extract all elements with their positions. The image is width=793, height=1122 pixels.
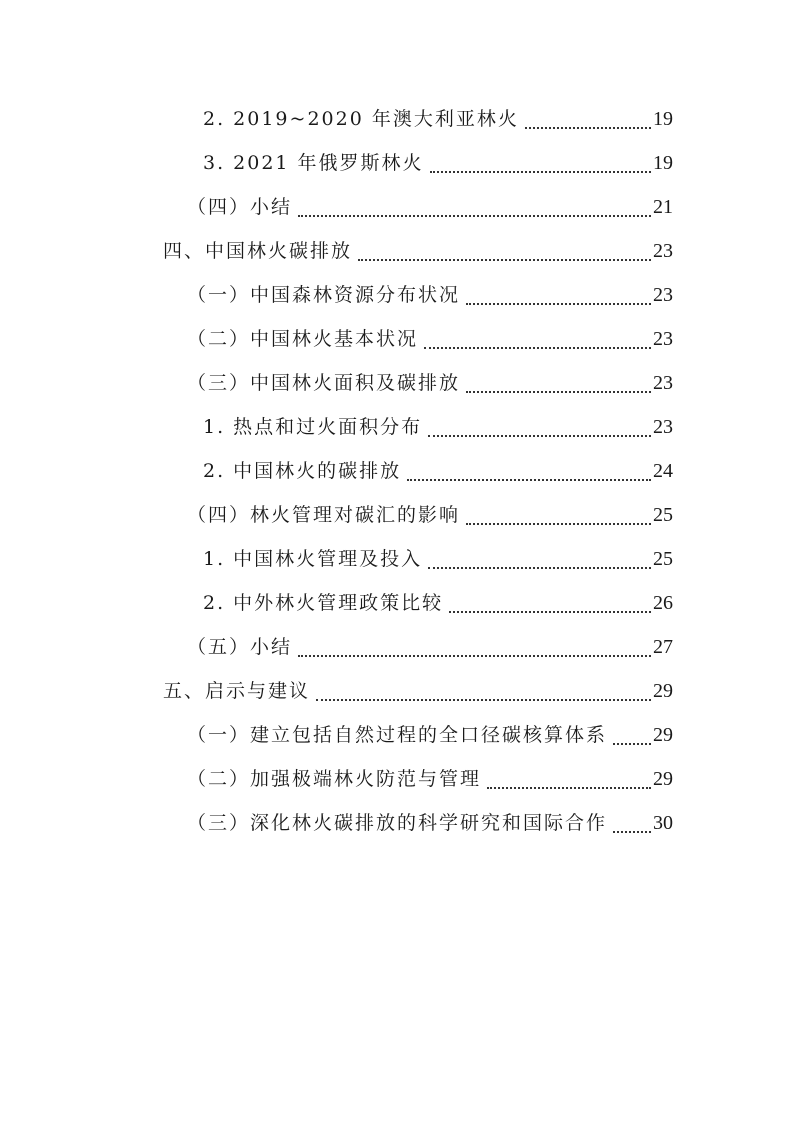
toc-entry[interactable] <box>203 405 673 449</box>
toc-entry[interactable] <box>187 493 673 537</box>
toc-entry-title: （一）中国森林资源分布状况 <box>187 283 461 306</box>
toc-entry-title: 1. 中国林火管理及投入 <box>203 547 423 570</box>
toc-leader-dots <box>428 548 651 569</box>
toc-leader-dots <box>466 372 651 393</box>
toc-entry[interactable] <box>187 625 673 669</box>
toc-leader-dots <box>613 812 651 833</box>
toc-entry-page: 23 <box>653 240 673 262</box>
toc-entry[interactable] <box>203 141 673 185</box>
toc-leader-dots <box>298 196 651 217</box>
toc-entry[interactable] <box>187 757 673 801</box>
toc-entry-page: 19 <box>653 152 673 174</box>
toc-entry-title: 2. 中国林火的碳排放 <box>203 459 402 482</box>
toc-entry-page: 23 <box>653 372 673 394</box>
toc-leader-dots <box>316 680 651 701</box>
toc-entry[interactable] <box>163 229 673 273</box>
toc-entry-title: （五）小结 <box>187 635 293 658</box>
toc-entry-page: 25 <box>653 548 673 570</box>
toc-leader-dots <box>298 636 651 657</box>
toc-leader-dots <box>487 768 651 789</box>
toc-entry-title: （三）中国林火面积及碳排放 <box>187 371 461 394</box>
toc-entry-page: 29 <box>653 724 673 746</box>
toc-entry-page: 23 <box>653 416 673 438</box>
toc-leader-dots <box>407 460 651 481</box>
toc-entry-title: 四、中国林火碳排放 <box>163 239 353 262</box>
toc-entry[interactable] <box>203 581 673 625</box>
toc-leader-dots <box>428 416 651 437</box>
toc-leader-dots <box>430 152 651 173</box>
toc-entry-page: 19 <box>653 108 673 130</box>
toc-entry[interactable] <box>187 273 673 317</box>
toc-leader-dots <box>613 724 651 745</box>
toc-entry-page: 23 <box>653 328 673 350</box>
toc-leader-dots <box>358 240 651 261</box>
toc-entry-page: 24 <box>653 460 673 482</box>
toc-entry-title: （一）建立包括自然过程的全口径碳核算体系 <box>187 723 608 746</box>
toc-entry[interactable] <box>187 713 673 757</box>
toc-entry[interactable] <box>163 669 673 713</box>
toc-entry-title: （二）中国林火基本状况 <box>187 327 419 350</box>
toc-entry-title: 1. 热点和过火面积分布 <box>203 415 423 438</box>
toc-entry-title: 2. 2019~2020 年澳大利亚林火 <box>203 107 519 130</box>
toc-entry[interactable] <box>187 801 673 845</box>
toc-leader-dots <box>466 504 651 525</box>
toc-entry-title: 五、启示与建议 <box>163 679 311 702</box>
toc-entry-page: 29 <box>653 768 673 790</box>
toc-entry-page: 21 <box>653 196 673 218</box>
toc-entry-page: 27 <box>653 636 673 658</box>
toc-entry[interactable] <box>203 537 673 581</box>
toc-entry-page: 23 <box>653 284 673 306</box>
toc-leader-dots <box>525 108 651 129</box>
toc-entry-title: （四）小结 <box>187 195 293 218</box>
toc-entry-page: 26 <box>653 592 673 614</box>
toc-entry[interactable] <box>187 185 673 229</box>
toc-leader-dots <box>424 328 651 349</box>
toc-entry-page: 25 <box>653 504 673 526</box>
toc-entry[interactable] <box>203 97 673 141</box>
toc-entry[interactable] <box>203 449 673 493</box>
toc-entry[interactable] <box>187 361 673 405</box>
toc-entry-title: （四）林火管理对碳汇的影响 <box>187 503 461 526</box>
toc-entry-title: 3. 2021 年俄罗斯林火 <box>203 151 424 174</box>
toc-entry-title: （三）深化林火碳排放的科学研究和国际合作 <box>187 811 608 834</box>
toc-entry-page: 29 <box>653 680 673 702</box>
toc-leader-dots <box>449 592 651 613</box>
toc-entry-title: （二）加强极端林火防范与管理 <box>187 767 482 790</box>
toc-entry[interactable] <box>187 317 673 361</box>
toc-entry-title: 2. 中外林火管理政策比较 <box>203 591 444 614</box>
toc-entry-page: 30 <box>653 812 673 834</box>
toc-leader-dots <box>466 284 651 305</box>
